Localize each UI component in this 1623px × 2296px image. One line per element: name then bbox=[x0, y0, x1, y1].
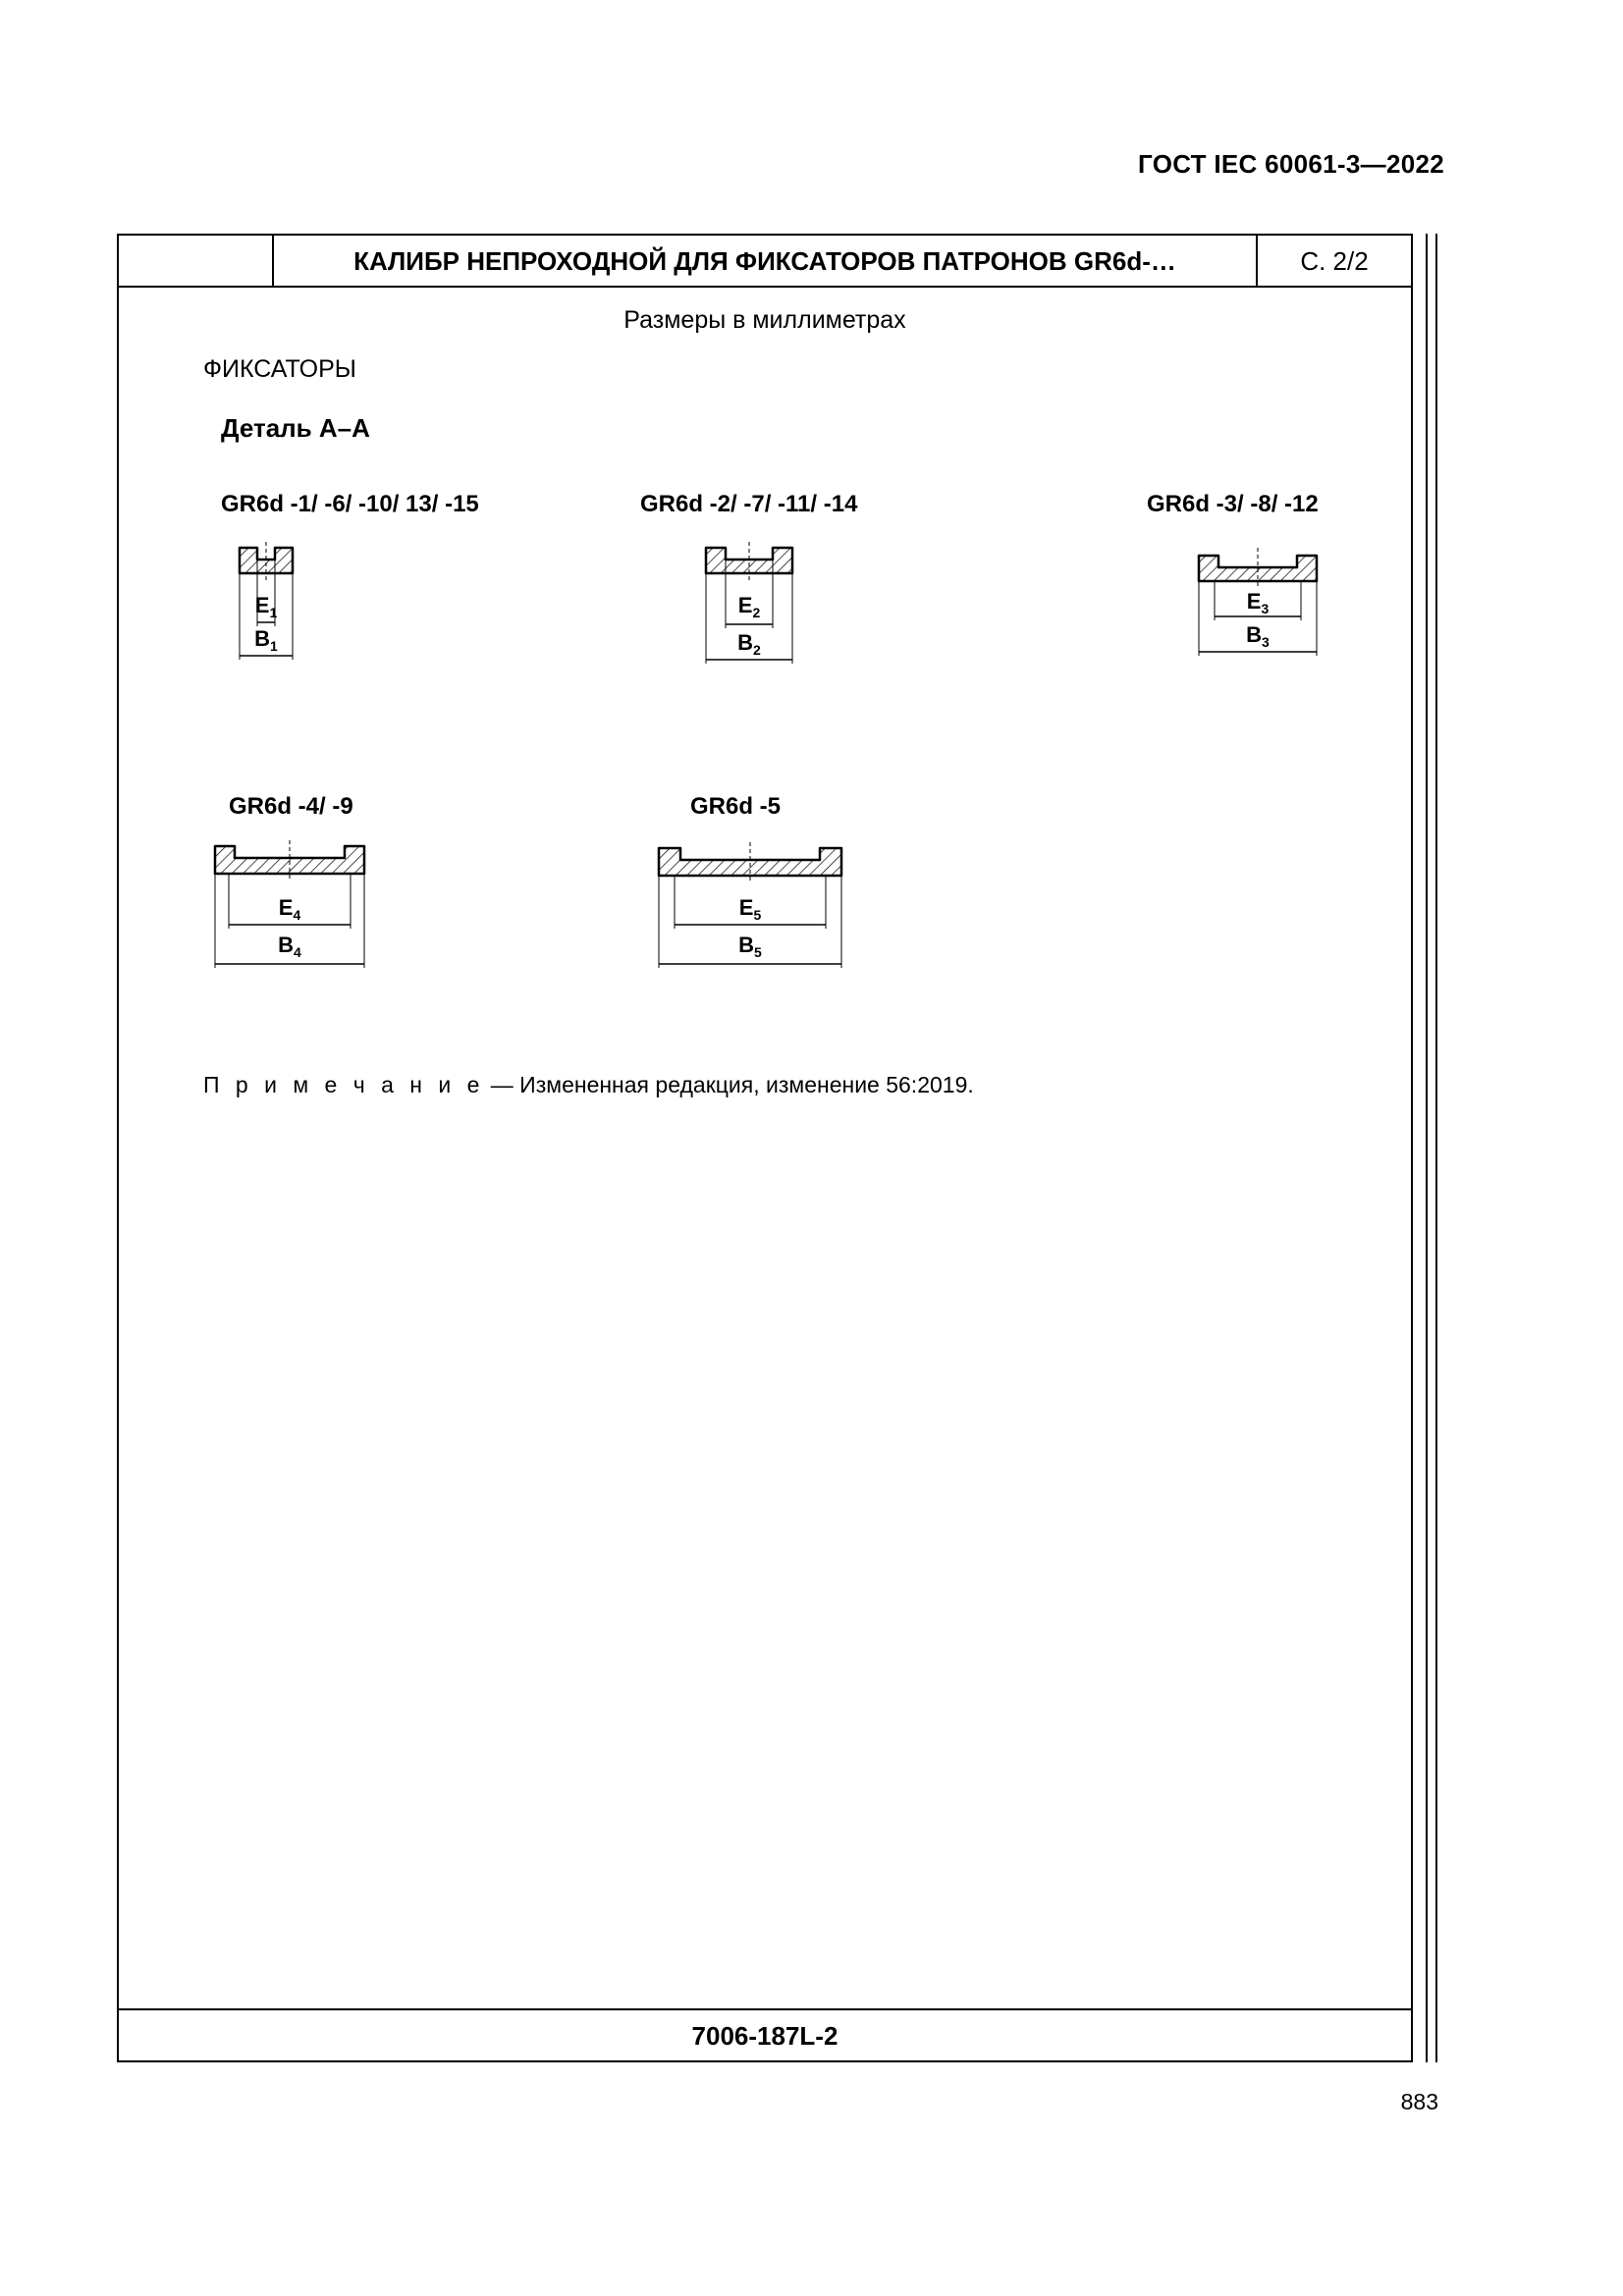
svg-text:B4 bbox=[278, 933, 301, 960]
b-label-5: B bbox=[738, 933, 755, 957]
profile-caption-4: GR6d -4/ -9 bbox=[229, 793, 353, 820]
drawing-code: 7006-187L-2 bbox=[119, 2008, 1411, 2060]
e-label-3: E bbox=[1246, 589, 1262, 614]
profile-caption-2: GR6d -2/ -7/ -11/ -14 bbox=[640, 491, 858, 517]
b-sub-5: 5 bbox=[754, 944, 762, 960]
svg-text:E5 bbox=[739, 895, 762, 923]
b-label-2: B bbox=[737, 630, 754, 655]
svg-text:E2 bbox=[738, 593, 761, 620]
b-sub-2: 2 bbox=[753, 642, 761, 658]
svg-text:B1 bbox=[254, 626, 278, 654]
svg-text:E3 bbox=[1247, 589, 1270, 616]
profile-caption-5: GR6d -5 bbox=[690, 793, 782, 820]
sheet-page: С. 2/2 bbox=[1300, 246, 1369, 276]
frame-rule-outer-1 bbox=[1426, 234, 1428, 2062]
note-label: П р и м е ч а н и е bbox=[203, 1072, 485, 1097]
e-label-1: E bbox=[254, 593, 270, 617]
e-label-2: E bbox=[737, 593, 753, 617]
title-block-blank-cell bbox=[119, 236, 274, 286]
profile-drawing-2 bbox=[696, 542, 834, 699]
frame-rule-outer-2 bbox=[1435, 234, 1437, 2062]
b-label-1: B bbox=[254, 626, 271, 651]
e-sub-5: 5 bbox=[753, 907, 762, 923]
b-label-4: B bbox=[278, 933, 295, 957]
e-sub-3: 3 bbox=[1261, 601, 1270, 616]
b-label-3: B bbox=[1246, 622, 1263, 647]
b-sub-3: 3 bbox=[1262, 634, 1270, 650]
note bbox=[203, 1072, 974, 1098]
page-number: 883 bbox=[1400, 2089, 1438, 2114]
svg-text:E1 bbox=[255, 593, 278, 620]
e-sub-1: 1 bbox=[269, 605, 278, 620]
note-text: — Измененная редакция, изменение 56:2019. bbox=[484, 1072, 974, 1097]
profile-drawing-4 bbox=[209, 840, 396, 997]
profile-drawing-1 bbox=[232, 542, 359, 699]
svg-text:B5 bbox=[738, 933, 762, 960]
e-label-4: E bbox=[278, 895, 294, 920]
svg-text:B3 bbox=[1246, 622, 1270, 650]
svg-text:E4 bbox=[279, 895, 301, 923]
sheet-title: КАЛИБР НЕПРОХОДНОЙ ДЛЯ ФИКСАТОРОВ ПАТРОНОВ GR6d-… bbox=[274, 236, 1258, 286]
profile-drawing-3 bbox=[1191, 548, 1358, 695]
svg-text:B2 bbox=[737, 630, 761, 658]
standard-designation: ГОСТ IEC 60061-3—2022 bbox=[1138, 149, 1444, 179]
profile-drawing-5 bbox=[653, 842, 859, 999]
b-sub-1: 1 bbox=[270, 638, 278, 654]
drawing-sheet-frame bbox=[117, 234, 1413, 2062]
title-block bbox=[119, 236, 1411, 288]
e-sub-4: 4 bbox=[293, 907, 301, 923]
e-label-5: E bbox=[738, 895, 754, 920]
e-sub-2: 2 bbox=[752, 605, 761, 620]
detail-label: Деталь А–А bbox=[221, 413, 370, 443]
units-note: Размеры в миллиметрах bbox=[623, 306, 906, 334]
b-sub-4: 4 bbox=[294, 944, 301, 960]
profile-caption-3: GR6d -3/ -8/ -12 bbox=[1147, 491, 1319, 517]
profile-caption-1: GR6d -1/ -6/ -10/ 13/ -15 bbox=[221, 491, 479, 517]
section-label: ФИКСАТОРЫ bbox=[203, 355, 356, 383]
